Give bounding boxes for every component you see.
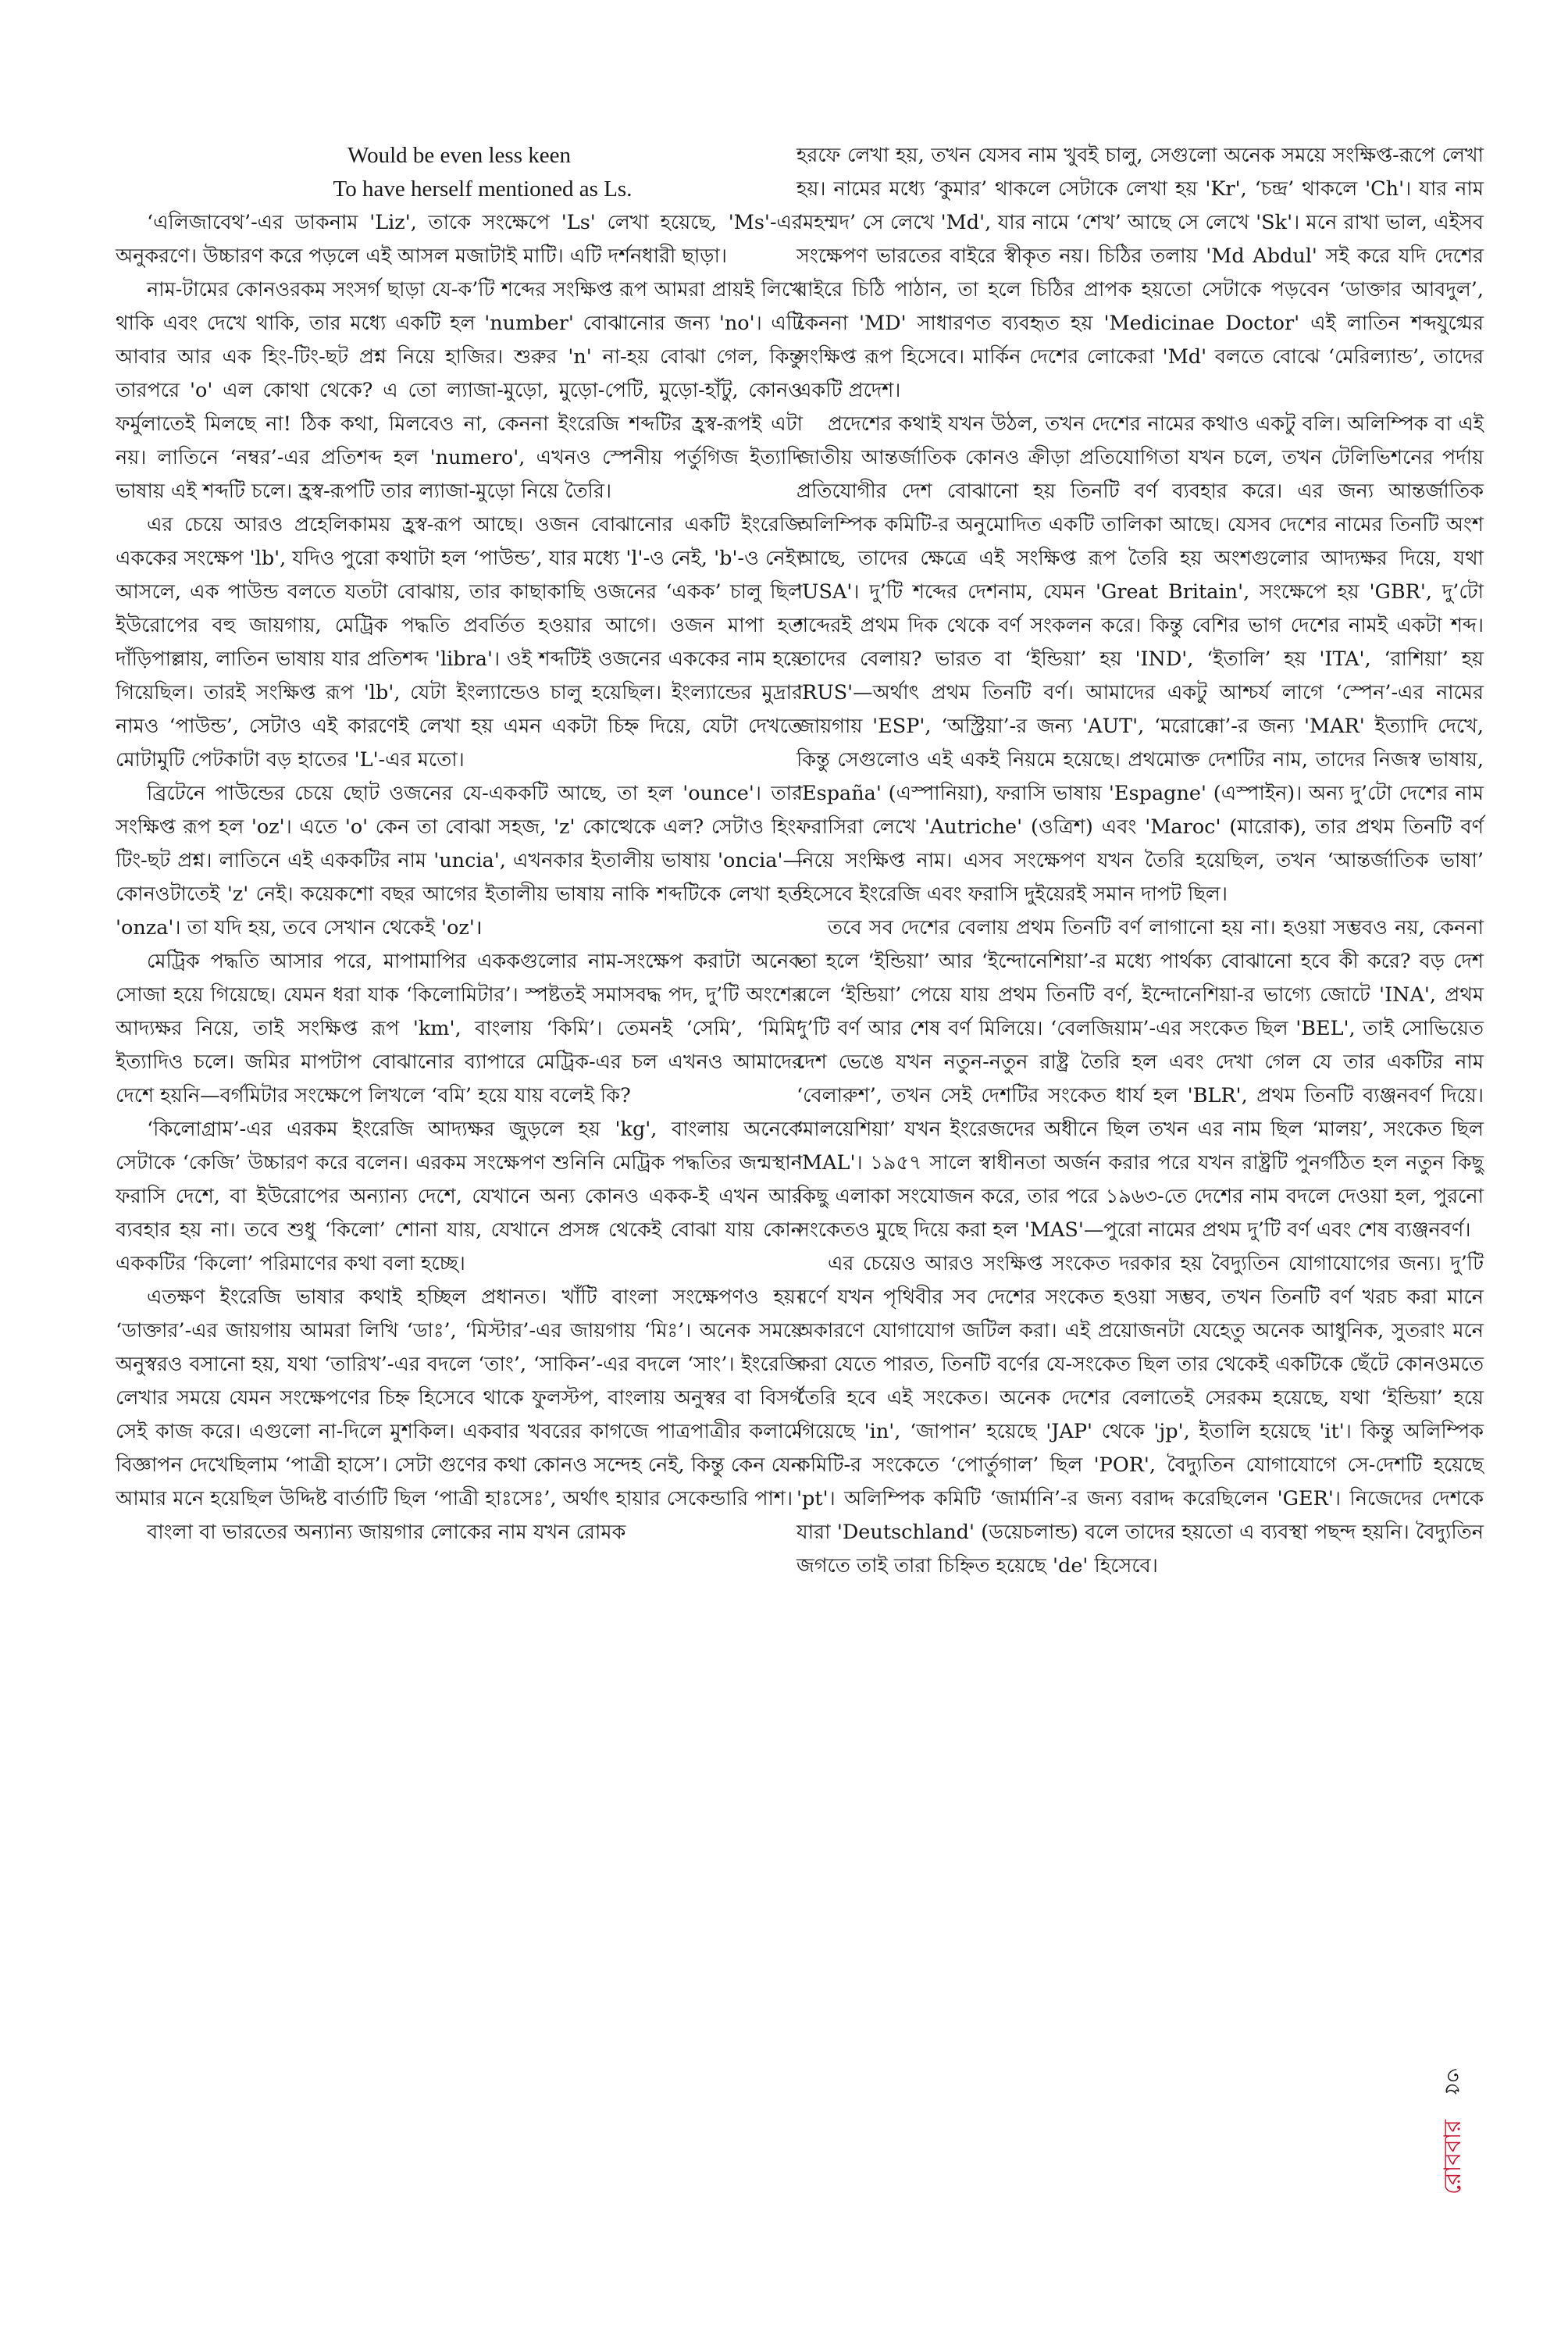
paragraph: ব্রিটেনে পাউন্ডের চেয়ে ছোট ওজনের যে-এককটি আছে, তা হল 'ounce'। তার সংক্ষিপ্ত রূপ হল 'oz'। এতে 'o' কেন তা বোঝা সহজ, 'z' কোত্থেকে এল? সেটাও হিং-টিং-ছট প্রশ্ন। লাতিনে এই এককটির নাম 'uncia', এখনকার ইতালীয় ভাষায় 'oncia'—কোনওটাতেই 'z' নেই। কয়েকশো বছর আগের ইতালীয় ভাষায় নাকি শব্দটিকে লেখা হত 'onza'। তা যদি হয়, তবে সেখান থেকেই 'oz'। [116, 782, 803, 940]
paragraph: ‘কিলোগ্রাম’-এর এরকম ইংরেজি আদ্যক্ষর জুড়লে হয় 'kg', বাংলায় অনেকে সেটাকে ‘কেজি’ উচ্চারণ করে বলেন। এরকম সংক্ষেপণ শুনিনি মেট্রিক পদ্ধতির জন্মস্থান ফরাসি দেশে, বা ইউরোপের অন্যান্য দেশে, যেখানে অন্য কোনও একক-ই এখন আর ব্যবহার হয় না। তবে শুধু ‘কিলো’ শোনা যায়, যেখানে প্রসঙ্গ থেকেই বোঝা যায় কোন এককটির ‘কিলো’ পরিমাণের কথা বলা হচ্ছে। [116, 1118, 803, 1275]
right-column [796, 139, 1484, 1583]
paragraph: ‘এলিজাবেথ’-এর ডাকনাম 'Liz', তাকে সংক্ষেপে 'Ls' লেখা হয়েছে, 'Ms'-এর অনুকরণে। উচ্চারণ করে পড়লে এই আসল মজাটাই মাটি। এটি দর্শনধারী ছাড়া। [116, 211, 803, 268]
verse-line-1: Would be even less keen [347, 143, 571, 168]
paragraph: এতক্ষণ ইংরেজি ভাষার কথাই হচ্ছিল প্রধানত। খাঁটি বাংলা সংক্ষেপণও হয়। ‘ডাক্তার’-এর জায়গায় আমরা লিখি ‘ডাঃ’, ‘মিস্টার’-এর জায়গায় ‘মিঃ’। অনেক সময়ে অনুস্বরও বসানো হয়, যথা ‘তারিখ’-এর বদলে ‘তাং’, ‘সাকিন’-এর বদলে ‘সাং’। ইংরেজি লেখার সময়ে যেমন সংক্ষেপণের চিহ্ন হিসেবে থাকে ফুলস্টপ, বাংলায় অনুস্বর বা বিসর্গ সেই কাজ করে। এগুলো না-দিলে মুশকিল। একবার খবরের কাগজে পাত্রপাত্রীর কলামে বিজ্ঞাপন দেখেছিলাম ‘পাত্রী হাসে’। সেটা গুণের কথা কোনও সন্দেহ নেই, কিন্তু কেন যেন আমার মনে হয়েছিল উদ্দিষ্ট বার্তাটি ছিল ‘পাত্রী হাঃসেঃ’, অর্থাৎ হায়ার সেকেন্ডারি পাশ। [116, 1286, 803, 1510]
paragraph: এর চেয়েও আরও সংক্ষিপ্ত সংকেত দরকার হয় বৈদ্যুতিন যোগাযোগের জন্য। দু’টি বর্ণে যখন পৃথিবীর সব দেশের সংকেত হওয়া সম্ভব, তখন তিনটি বর্ণ খরচ করা মানে অকারণে যোগাযোগ জটিল করা। এই প্রয়োজনটা যেহেতু অনেক আধুনিক, সুতরাং মনে করা যেতে পারত, তিনটি বর্ণের যে-সংকেত ছিল তার থেকেই একটিকে ছেঁটে কোনওমতে তৈরি হবে এই সংকেত। অনেক দেশের বেলাতেই সেরকম হয়েছে, যথা ‘ইন্ডিয়া’ হয়ে গিয়েছে 'in', ‘জাপান’ হয়েছে 'JAP' থেকে 'jp', ইতালি হয়েছে 'it'। কিন্তু অলিম্পিক কমিটি-র সংকেতে ‘পোর্তুগাল’ ছিল 'POR', বৈদ্যুতিন যোগাযোগে সে-দেশটি হয়েছে 'pt'। অলিম্পিক কমিটি ‘জার্মানি’-র জন্য বরাদ্দ করেছিলেন 'GER'। নিজেদের দেশকে যারা 'Deutschland' (ডয়েচলান্ড) বলে তাদের হয়তো এ ব্যবস্থা পছন্দ হয়নি। বৈদ্যুতিন জগতে তাই তারা চিহ্নিত হয়েছে 'de' হিসেবে। [796, 1252, 1484, 1578]
paragraph: মেট্রিক পদ্ধতি আসার পরে, মাপামাপির এককগুলোর নাম-সংক্ষেপ করাটা অনেক সোজা হয়ে গিয়েছে। যেমন ধরা যাক ‘কিলোমিটার’। স্পষ্টতই সমাসবদ্ধ পদ, দু’টি অংশের আদ্যক্ষর নিয়ে, তাই সংক্ষিপ্ত রূপ 'km', বাংলায় ‘কিমি’। তেমনই ‘সেমি’, ‘মিমি’ ইত্যাদিও চলে। জমির মাপটাপ বোঝানোর ব্যাপারে মেট্রিক-এর চল এখনও আমাদের দেশে হয়নি—বর্গমিটার সংক্ষেপে লিখলে ‘বমি’ হয়ে যায় বলেই কি? [116, 950, 803, 1107]
magazine-name: রোববার [1438, 2120, 1466, 2195]
verse-line-2: To have herself mentioned as Ls. [333, 177, 633, 201]
left-column [116, 139, 803, 1549]
paragraph: নাম-টামের কোনওরকম সংসর্গ ছাড়া যে-ক’টি শব্দের সংক্ষিপ্ত রূপ আমরা প্রায়ই লিখে থাকি এবং দেখে থাকি, তার মধ্যে একটি হল 'number' বোঝানোর জন্য 'no'। এটি আবার আর এক হিং-টিং-ছট প্রশ্ন নিয়ে হাজির। শুরুর 'n' না-হয় বোঝা গেল, কিন্তু তারপরে 'o' এল কোথা থেকে? এ তো ল্যাজা-মুড়ো, মুড়ো-পেটি, মুড়ো-হাঁটু, কোনও ফর্মুলাতেই মিলছে না! ঠিক কথা, মিলবেও না, কেননা ইংরেজি শব্দটির হ্রস্ব-রূপই এটা নয়। লাতিনে ‘নম্বর’-এর প্রতিশব্দ হল 'numero', এখনও স্পেনীয় পর্তুগিজ ইত্যাদি ভাষায় এই শব্দটি চলে। হ্রস্ব-রূপটি তার ল্যাজা-মুড়ো নিয়ে তৈরি। [116, 278, 803, 503]
paragraph: বাংলা বা ভারতের অন্যান্য জায়গার লোকের নাম যখন রোমক [147, 1521, 626, 1544]
page-number: ৩৫ [1440, 2068, 1466, 2097]
verse-quote [116, 139, 803, 206]
paragraph: এর চেয়ে আরও প্রহেলিকাময় হ্রস্ব-রূপ আছে। ওজন বোঝানোর একটি ইংরেজি এককের সংক্ষেপ 'lb', যদিও পুরো কথাটা হল ‘পাউন্ড’, যার মধ্যে 'l'-ও নেই, 'b'-ও নেই। আসলে, এক পাউন্ড বলতে যতটা বোঝায়, তার কাছাকাছি ওজনের ‘একক’ চালু ছিল ইউরোপের বহু জায়গায়, মেট্রিক পদ্ধতি প্রবর্তিত হওয়ার আগে। ওজন মাপা হত দাঁড়িপাল্লায়, লাতিন ভাষায় যার প্রতিশব্দ 'libra'। ওই শব্দটিই ওজনের এককের নাম হয়ে গিয়েছিল। তারই সংক্ষিপ্ত রূপ 'lb', যেটা ইংল্যান্ডেও চালু হয়েছিল। ইংল্যান্ডের মুদ্রার নামও ‘পাউন্ড’, সেটাও এই কারণেই লেখা হয় এমন একটা চিহ্ন দিয়ে, যেটা দেখতে মোটামুটি পেটকাটা বড় হাতের 'L'-এর মতো। [116, 513, 803, 772]
paragraph: তবে সব দেশের বেলায় প্রথম তিনটি বর্ণ লাগানো হয় না। হওয়া সম্ভবও নয়, কেননা তা হলে ‘ইন্ডিয়া’ আর ‘ইন্দোনেশিয়া’-র মধ্যে পার্থক্য বোঝানো হবে কী করে? বড় দেশ বলে ‘ইন্ডিয়া’ পেয়ে যায় প্রথম তিনটি বর্ণ, ইন্দোনেশিয়া-র ভাগ্যে জোটে 'INA', প্রথম দু’টি বর্ণ আর শেষ বর্ণ মিলিয়ে। ‘বেলজিয়াম’-এর সংকেত ছিল 'BEL', তাই সোভিয়েত দেশ ভেঙে যখন নতুন-নতুন রাষ্ট্র তৈরি হল এবং দেখা গেল যে তার একটির নাম ‘বেলারুশ’, তখন সেই দেশটির সংকেত ধার্য হল 'BLR', প্রথম তিনটি ব্যঞ্জনবর্ণ দিয়ে। ‘মালয়েশিয়া’ যখন ইংরেজদের অধীনে ছিল তখন এর নাম ছিল ‘মালয়’, সংকেত ছিল 'MAL'। ১৯৫৭ সালে স্বাধীনতা অর্জন করার পরে যখন রাষ্ট্রটি পুনর্গঠিত হল নতুন কিছু কিছু এলাকা সংযোজন করে, তার পরে ১৯৬৩-তে দেশের নাম বদলে দেওয়া হল, পুরনো সংকেতও মুছে দিয়ে করা হল 'MAS'—পুরো নামের প্রথম দু’টি বর্ণ এবং শেষ ব্যঞ্জনবর্ণ। [796, 916, 1484, 1242]
paragraph: হরফে লেখা হয়, তখন যেসব নাম খুবই চালু, সেগুলো অনেক সময়ে সংক্ষিপ্ত-রূপে লেখা হয়। নামের মধ্যে ‘কুমার’ থাকলে সেটাকে লেখা হয় 'Kr', ‘চন্দ্র’ থাকলে 'Ch'। যার নাম ‘মহম্মদ’ সে লেখে 'Md', যার নামে ‘শেখ’ আছে সে লেখে 'Sk'। মনে রাখা ভাল, এইসব সংক্ষেপণ ভারতের বাইরে স্বীকৃত নয়। চিঠির তলায় 'Md Abdul' সই করে যদি দেশের বাইরে চিঠি পাঠান, তা হলে চিঠির প্রাপক হয়তো সেটাকে পড়বেন ‘ডাক্তার আবদুল’, কেননা 'MD' সাধারণত ব্যবহৃত হয় 'Medicinae Doctor' এই লাতিন শব্দযুগ্মের সংক্ষিপ্ত রূপ হিসেবে। মার্কিন দেশের লোকেরা 'Md' বলতে বোঝে ‘মেরিল্যান্ড’, তাদের একটি প্রদেশ। [796, 144, 1484, 402]
page-footer [1435, 2068, 1470, 2312]
paragraph: প্রদেশের কথাই যখন উঠল, তখন দেশের নামের কথাও একটু বলি। অলিম্পিক বা এই জাতীয় আন্তর্জাতিক কোনও ক্রীড়া প্রতিযোগিতা যখন চলে, তখন টেলিভিশনের পর্দায় প্রতিযোগীর দেশ বোঝানো হয় তিনটি বর্ণ ব্যবহার করে। এর জন্য আন্তর্জাতিক অলিম্পিক কমিটি-র অনুমোদিত একটি তালিকা আছে। যেসব দেশের নামের তিনটি অংশ আছে, তাদের ক্ষেত্রে এই সংক্ষিপ্ত রূপ তৈরি হয় অংশগুলোর আদ্যক্ষর দিয়ে, যথা 'USA'। দু’টি শব্দের দেশনাম, যেমন 'Great Britain', সংক্ষেপে হয় 'GBR', দু’টো শব্দেরই প্রথম দিক থেকে বর্ণ সংকলন করে। কিন্তু বেশির ভাগ দেশের নামই একটা শব্দ। তাদের বেলায়? ভারত বা ‘ইন্ডিয়া’ হয় 'IND', ‘ইতালি’ হয় 'ITA', ‘রাশিয়া’ হয় 'RUS'—অর্থাৎ প্রথম তিনটি বর্ণ। আমাদের একটু আশ্চর্য লাগে ‘স্পেন’-এর নামের জায়গায় 'ESP', ‘অস্ট্রিয়া’-র জন্য 'AUT', ‘মরোক্কো’-র জন্য 'MAR' ইত্যাদি দেখে, কিন্তু সেগুলোও এই একই নিয়মে হয়েছে। প্রথমোক্ত দেশটির নাম, তাদের নিজস্ব ভাষায়, 'España' (এস্পানিয়া), ফরাসি ভাষায় 'Espagne' (এস্পাইন)। অন্য দু’টো দেশের নাম ফরাসিরা লেখে 'Autriche' (ওত্রিশ) এবং 'Maroc' (মারোক), তার প্রথম তিনটি বর্ণ নিয়ে সংক্ষিপ্ত নাম। এসব সংক্ষেপণ যখন তৈরি হয়েছিল, তখন ‘আন্তর্জাতিক ভাষা’ হিসেবে ইংরেজি এবং ফরাসি দুইয়েরই সমান দাপট ছিল। [796, 412, 1484, 906]
